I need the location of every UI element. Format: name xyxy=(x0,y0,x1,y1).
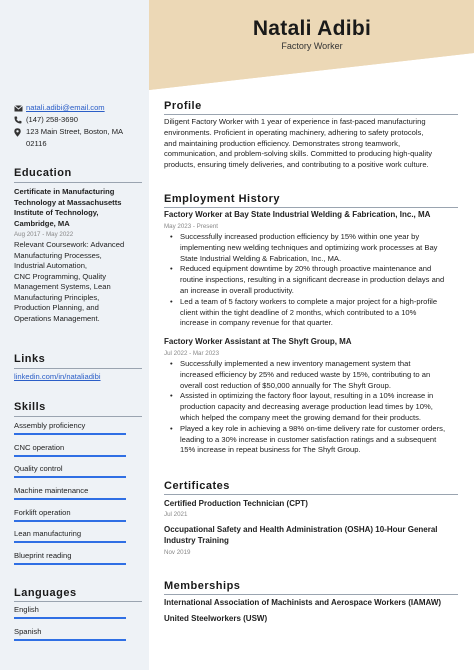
bullet-line: Assisted in optimizing the factory floor layout, resulting in a 10% increase in xyxy=(180,391,434,401)
skill-bar-fill xyxy=(14,520,126,522)
language-item xyxy=(14,626,128,648)
skill-bar xyxy=(14,498,126,500)
address-line-2: 02116 xyxy=(26,139,47,148)
certificate-name xyxy=(164,524,460,546)
skill-bar-fill xyxy=(14,541,126,543)
skill-label: Assembly proficiency xyxy=(14,421,86,430)
job-bullet xyxy=(168,391,460,423)
certificates-divider xyxy=(164,494,458,495)
links-divider xyxy=(14,368,142,369)
skills-divider xyxy=(14,416,142,417)
language-bar xyxy=(14,617,126,619)
certificates-heading: Certificates xyxy=(164,480,230,492)
profile-heading: Profile xyxy=(164,100,202,112)
phone-number: (147) 258-3690 xyxy=(26,115,78,124)
memberships-divider xyxy=(164,594,458,595)
skill-bar-fill xyxy=(14,563,126,565)
job-title: Factory Worker at Bay State Industrial Welding & Fabrication, Inc., MA xyxy=(164,210,431,219)
language-label: English xyxy=(14,605,39,614)
job-dates: Jul 2022 - Mar 2023 xyxy=(164,350,220,357)
skill-bar xyxy=(14,433,126,435)
bullet-line: Led a team of 5 factory workers to complete a major project for a high-profile xyxy=(180,296,438,306)
candidate-name: Natali Adibi xyxy=(252,17,372,40)
bullet-line: Successfully increased production efficiency by 15% within one year by xyxy=(180,232,420,241)
bullet-line: leading to a 30% increase in customer satisfaction ratings and a subsequent xyxy=(180,434,437,444)
profile-line: and maintaining production efficiency. Demonstrates strong teamwork, xyxy=(164,138,401,148)
relevant-coursework xyxy=(14,240,144,324)
skill-bar-fill xyxy=(14,455,126,457)
skill-bar xyxy=(14,476,126,478)
bullet-line: Reduced equipment downtime by 20% through proactive maintenance and xyxy=(180,264,432,274)
location-pin-icon xyxy=(14,126,26,138)
address-line-1: 123 Main Street, Boston, MA xyxy=(26,127,124,136)
skill-bar-fill xyxy=(14,433,126,435)
bullet-line: increase in company revenue for that quarter. xyxy=(180,318,333,328)
bullet-line: production capacity and decreasing average production lead times by 10%, xyxy=(180,402,433,412)
memberships-heading: Memberships xyxy=(164,580,241,592)
employment-divider xyxy=(164,207,458,208)
certificate-name: Certified Production Technician (CPT) xyxy=(164,499,308,508)
skill-item xyxy=(14,463,128,485)
email-link[interactable]: natali.adibi@email.com xyxy=(26,103,105,112)
contact-phone-row xyxy=(14,114,144,126)
job-bullet xyxy=(168,232,460,264)
skill-item xyxy=(14,485,128,507)
bullet-line: Played a key role in achieving a 98% on-time delivery rate for customer orders, xyxy=(180,423,446,433)
language-item xyxy=(14,604,128,626)
skill-bar-fill xyxy=(14,476,126,478)
coursework-line: Industrial Automation, xyxy=(14,261,88,270)
education-heading: Education xyxy=(14,167,72,179)
skills-list xyxy=(14,420,128,572)
membership-item: International Association of Machinists and Aerospace Workers (IAMAW) xyxy=(164,598,442,607)
bullet-line: overall cost reduction of $50,000 annually for The Shyft Group. xyxy=(180,380,391,390)
skill-label: Quality control xyxy=(14,464,63,474)
bullet-line: client within the tight deadline of 2 months, which contributed to a 10% xyxy=(180,307,417,317)
profile-line: communication, and problem-solving skills. Committed to producing high-quality xyxy=(164,149,433,159)
coursework-line: Manufacturing Principles, xyxy=(14,292,100,302)
skill-item xyxy=(14,442,128,464)
skill-label: CNC operation xyxy=(14,442,65,452)
coursework-line: CNC Programming, Quality xyxy=(14,271,106,281)
address xyxy=(26,126,123,150)
employment-heading: Employment History xyxy=(164,193,280,205)
profile-line: environments. Proficient in operating machinery, adhering to safety protocols, xyxy=(164,127,424,137)
bullet-line: Successfully implemented a new inventory management system that xyxy=(180,359,411,368)
skill-bar xyxy=(14,520,126,522)
links-heading: Links xyxy=(14,353,46,365)
degree-line: Cambridge, MA xyxy=(14,218,70,228)
certificate-date: Nov 2019 xyxy=(164,549,191,556)
job-bullet xyxy=(168,264,460,296)
coursework-line: Production Planning, and xyxy=(14,303,99,312)
job-bullet xyxy=(168,359,460,391)
skill-item xyxy=(14,550,128,572)
contact-address-row xyxy=(14,126,144,150)
education-divider xyxy=(14,182,142,183)
bullet-line: increased efficiency by 25% and reduced waste by 15%, contributing to an xyxy=(180,369,431,379)
languages-heading: Languages xyxy=(14,587,77,599)
bullet-line: implementing new welding techniques and optimizing work processes at Bay xyxy=(180,242,438,252)
job-bullet xyxy=(168,297,460,329)
job-bullets xyxy=(168,232,460,329)
profile-line: products, ensuring timely deliveries, and contributing to a positive work culture. xyxy=(164,160,429,170)
bullet-line: an increase in overall productivity. xyxy=(180,285,294,295)
membership-item: United Steelworkers (USW) xyxy=(164,614,268,623)
degree-line: Institute of Technology, xyxy=(14,208,99,217)
languages-list xyxy=(14,604,128,647)
bullet-line: which helped the company meet the growing demand for their products. xyxy=(180,412,422,422)
skill-item xyxy=(14,528,128,550)
skill-label: Lean manufacturing xyxy=(14,529,82,539)
language-label: Spanish xyxy=(14,626,42,636)
coursework-line: Operations Management. xyxy=(14,313,100,323)
skill-item xyxy=(14,507,128,529)
degree-name xyxy=(14,187,144,229)
language-bar-fill xyxy=(14,617,126,619)
degree-line: Technology at Massachusetts xyxy=(14,197,122,207)
bullet-line: State Industrial Welding & Fabrication, Inc., MA. xyxy=(180,253,342,263)
bullet-line: routine inspections, resulting in a significant decrease in production delays and xyxy=(180,275,445,285)
linkedin-link[interactable]: linkedin.com/in/nataliadibi xyxy=(14,372,101,381)
skill-label: Blueprint reading xyxy=(14,551,72,561)
education-entry xyxy=(14,187,144,324)
bullet-line: 15% increase in repeat business for The Shyft Group. xyxy=(180,445,361,455)
job-bullet xyxy=(168,424,460,456)
job-dates: May 2023 - Present xyxy=(164,223,218,230)
profile-line: Diligent Factory Worker with 1 year of experience in fast-paced manufacturing xyxy=(164,117,426,126)
coursework-line: Relevant Coursework: Advanced xyxy=(14,240,125,249)
degree-line: Certificate in Manufacturing xyxy=(14,187,115,196)
profile-summary xyxy=(164,117,460,171)
coursework-line: Manufacturing Processes, xyxy=(14,250,102,260)
envelope-icon xyxy=(14,102,26,114)
languages-divider xyxy=(14,601,142,602)
profile-divider xyxy=(164,114,458,115)
skill-bar-fill xyxy=(14,498,126,500)
phone-icon xyxy=(14,114,26,126)
contact-info xyxy=(14,102,144,150)
skill-label: Forklift operation xyxy=(14,507,71,517)
candidate-title: Factory Worker xyxy=(281,41,343,51)
job-bullets xyxy=(168,359,460,456)
contact-email-row xyxy=(14,102,144,114)
coursework-line: Management Systems, Lean xyxy=(14,282,111,291)
skills-heading: Skills xyxy=(14,401,46,413)
job-title: Factory Worker Assistant at The Shyft Group, MA xyxy=(164,337,352,346)
education-dates: Aug 2017 - May 2022 xyxy=(14,231,74,238)
skill-bar xyxy=(14,563,126,565)
language-bar xyxy=(14,639,126,641)
language-bar-fill xyxy=(14,639,126,641)
certificate-name-line: Industry Training xyxy=(164,536,229,545)
certificate-date: Jul 2021 xyxy=(164,511,188,518)
skill-item xyxy=(14,420,128,442)
skill-label: Machine maintenance xyxy=(14,486,89,496)
skill-bar xyxy=(14,455,126,457)
skill-bar xyxy=(14,541,126,543)
certificate-name-line: Occupational Safety and Health Administration (OSHA) 10-Hour General xyxy=(164,525,438,534)
